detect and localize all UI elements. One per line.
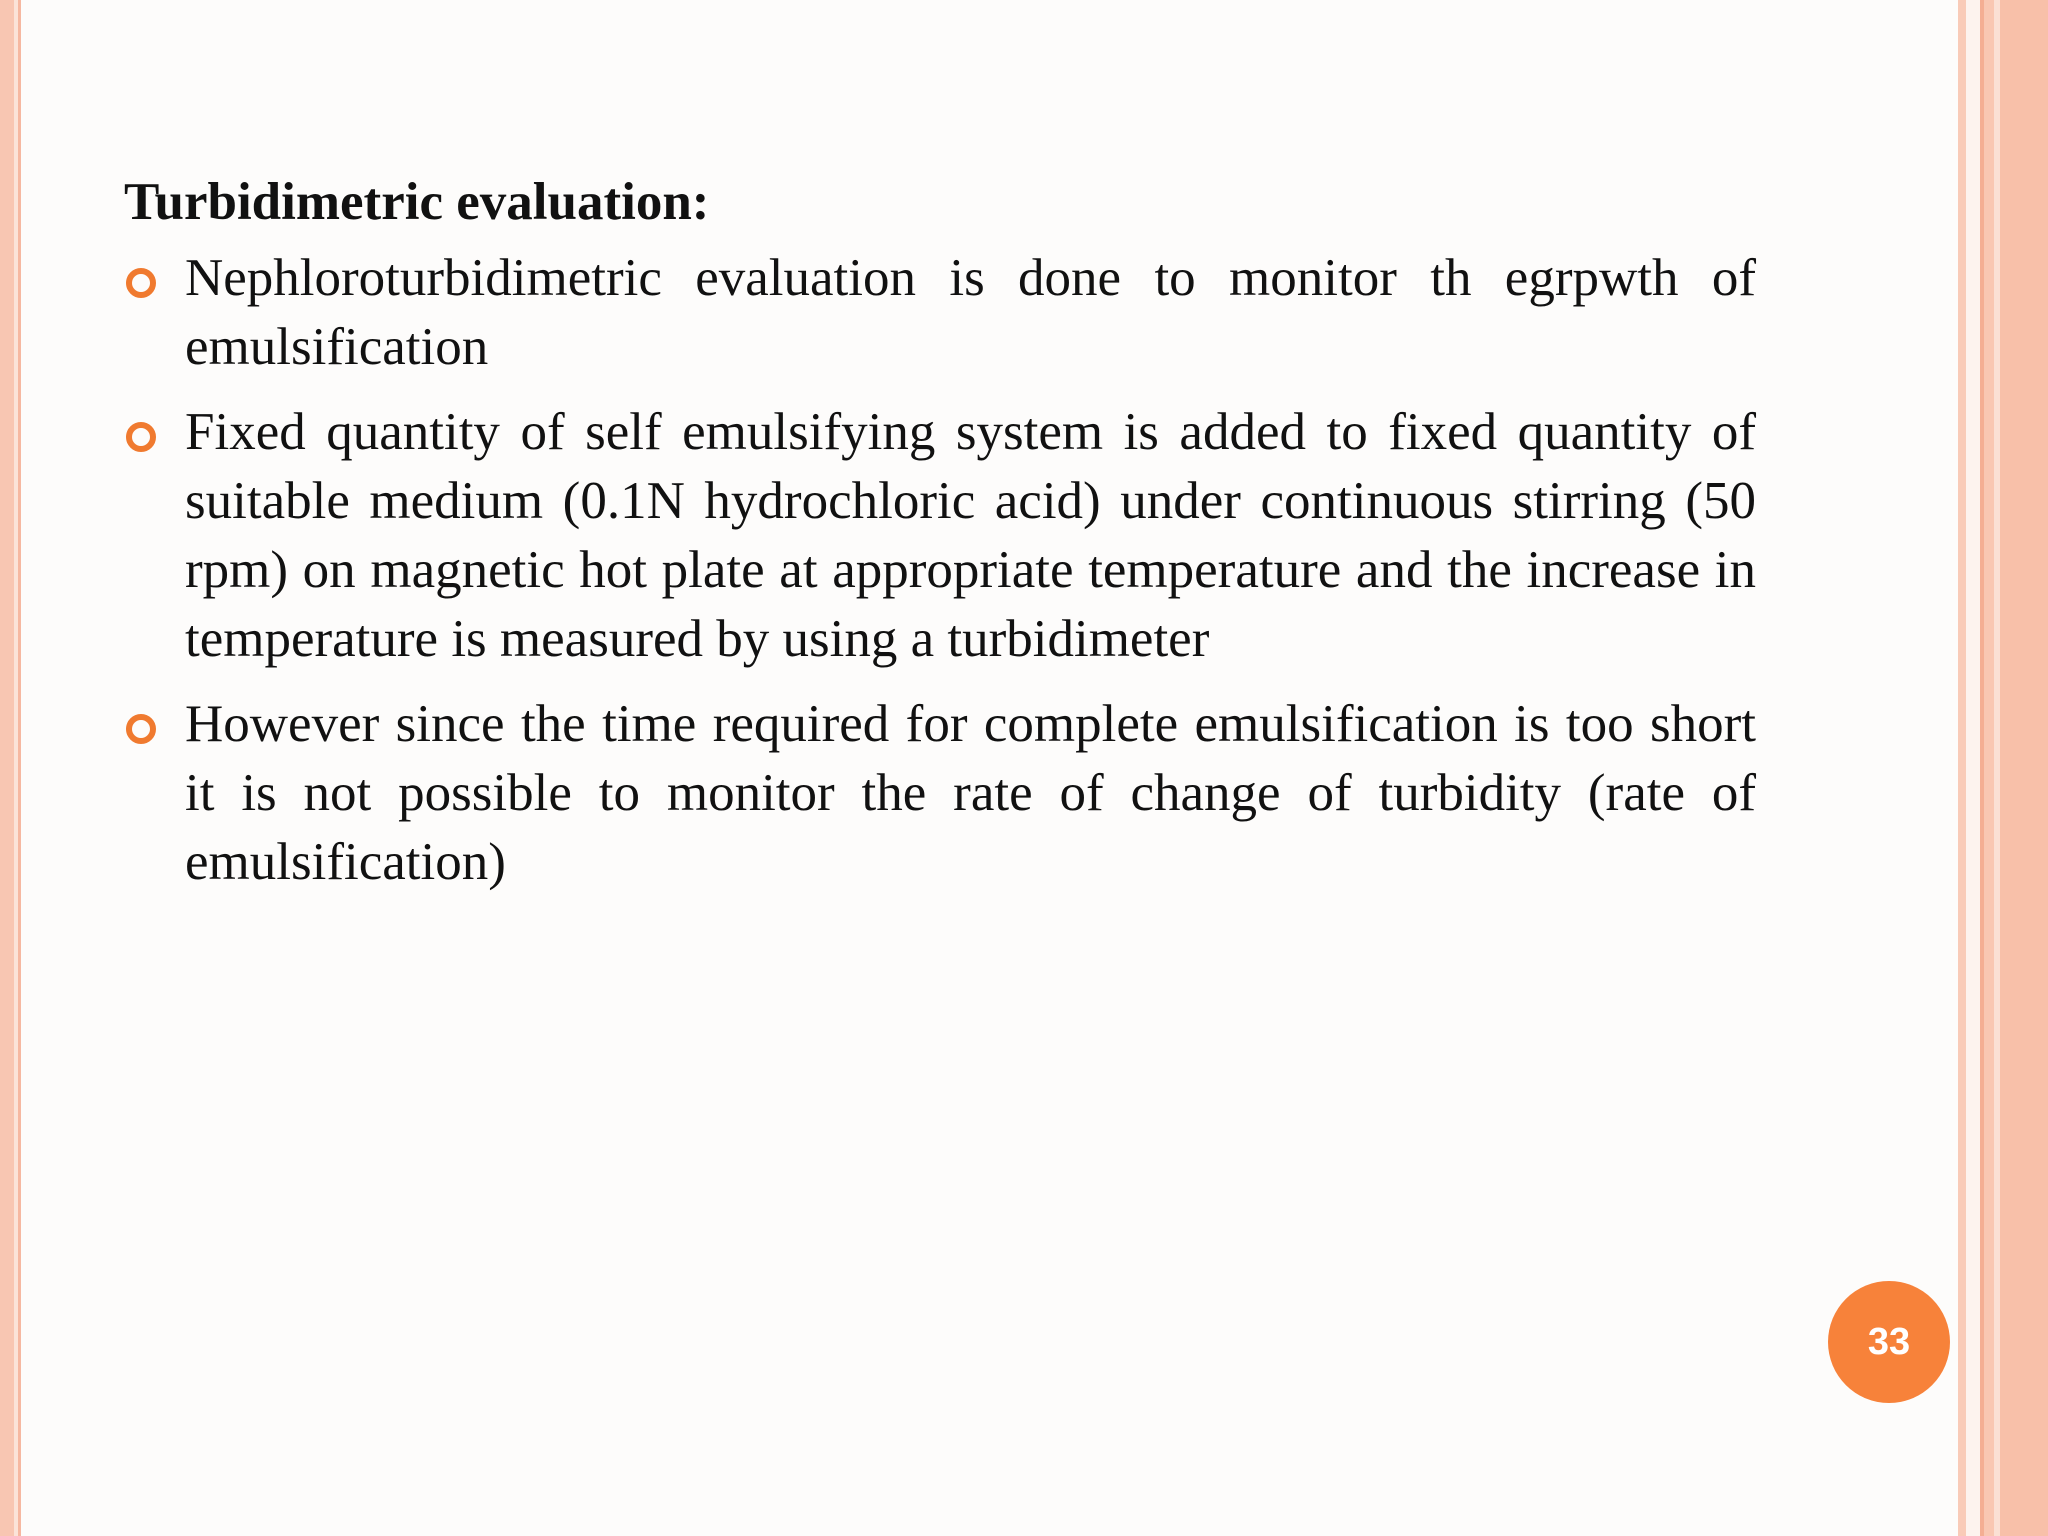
right-border-stripe — [1958, 0, 1966, 1536]
bullet-list — [124, 244, 1756, 897]
slide-heading: Turbidimetric evaluation: — [124, 173, 710, 231]
bullet-text: However since the time required for complete emulsification is too short it is not possible to monitor the rate of change of turbidity (rate of emulsification) — [185, 695, 1756, 891]
bullet-circle-icon — [126, 268, 156, 298]
right-border-stripe — [1966, 0, 1980, 1536]
left-border-stripe — [18, 0, 21, 1536]
page-number-badge: 33 — [1828, 1281, 1950, 1403]
bullet-text: Nephloroturbidimetric evaluation is done to monitor th egrpwth of emulsification — [185, 249, 1756, 376]
slide-content — [124, 160, 1756, 913]
bullet-circle-icon — [126, 422, 156, 452]
bullet-item — [124, 244, 1756, 382]
bullet-item — [124, 690, 1756, 897]
bullet-item — [124, 398, 1756, 674]
left-border-stripe — [0, 0, 14, 1536]
right-border-stripe — [1984, 0, 1994, 1536]
bullet-text: Fixed quantity of self emulsifying system is added to fixed quantity of suitable medium (0.1N hydrochloric acid) under continuous stirring (50 rpm) on magnetic hot plate at appropriate temperature and the increase in temperature is measured by using a turbidimeter — [185, 403, 1756, 668]
right-border-stripe — [2000, 0, 2048, 1536]
bullet-circle-icon — [126, 714, 156, 744]
